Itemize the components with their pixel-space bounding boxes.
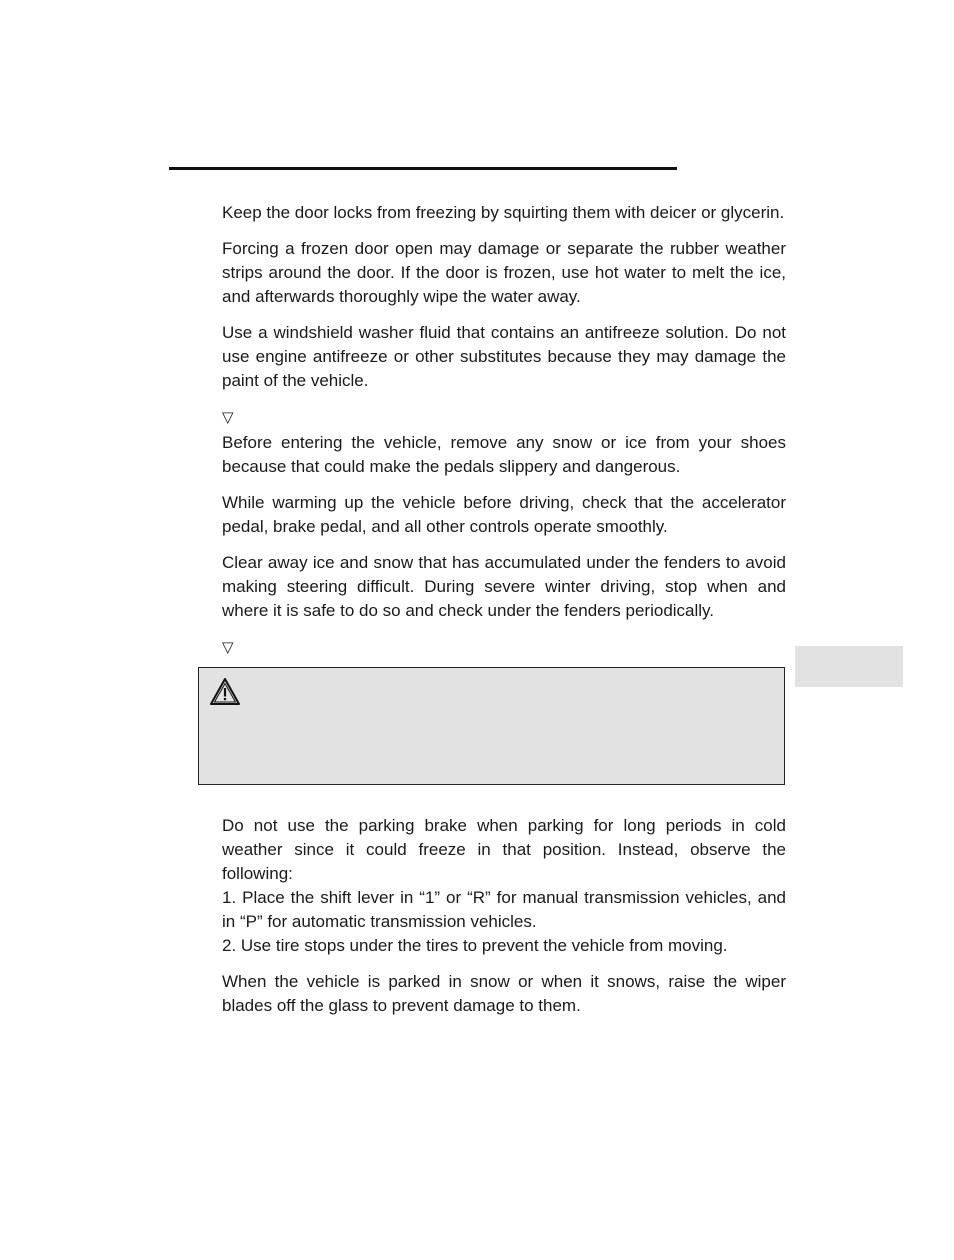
section-header-rule [169, 167, 677, 170]
fenders-paragraph: Clear away ice and snow that has accumulated under the fenders to avoid making steering difficult. During severe winter driving, stop when and where it is safe to do so and check under the fenders periodically. [222, 553, 786, 620]
list-item: 2. Use tire stops under the tires to prevent the vehicle from moving. [222, 936, 728, 955]
shoes-paragraph: Before entering the vehicle, remove any snow or ice from your shoes because that could make the pedals slippery and dangerous. [222, 433, 786, 476]
washer-fluid-paragraph: Use a windshield washer fluid that contains an antifreeze solution. Do not use engine antifreeze or other substitutes because they may damage the paint of the vehicle. [222, 323, 786, 390]
parking-instructions-list [222, 886, 786, 958]
page-content [222, 201, 786, 1030]
caution-box [198, 667, 785, 785]
wiper-blades-paragraph: When the vehicle is parked in snow or when it snows, raise the wiper blades off the glass to prevent damage to them. [222, 972, 786, 1015]
door-locks-paragraph: Keep the door locks from freezing by squirting them with deicer or glycerin. [222, 203, 785, 222]
warming-up-paragraph: While warming up the vehicle before driving, check that the accelerator pedal, brake pedal, and all other controls operate smoothly. [222, 493, 786, 536]
subsection-marker: ▽ [222, 638, 234, 656]
chapter-side-tab [795, 646, 903, 687]
list-item: 1. Place the shift lever in “1” or “R” for manual transmission vehicles, and in “P” for automatic transmission vehicles. [222, 888, 786, 931]
parking-brake-paragraph: Do not use the parking brake when parking for long periods in cold weather since it could freeze in that position. Instead, observe the following: [222, 816, 786, 883]
frozen-door-paragraph: Forcing a frozen door open may damage or separate the rubber weather strips around the door. If the door is frozen, use hot water to melt the ice, and afterwards thoroughly wipe the water away. [222, 239, 786, 306]
warning-triangle-icon [209, 677, 241, 706]
subsection-marker: ▽ [222, 408, 234, 426]
